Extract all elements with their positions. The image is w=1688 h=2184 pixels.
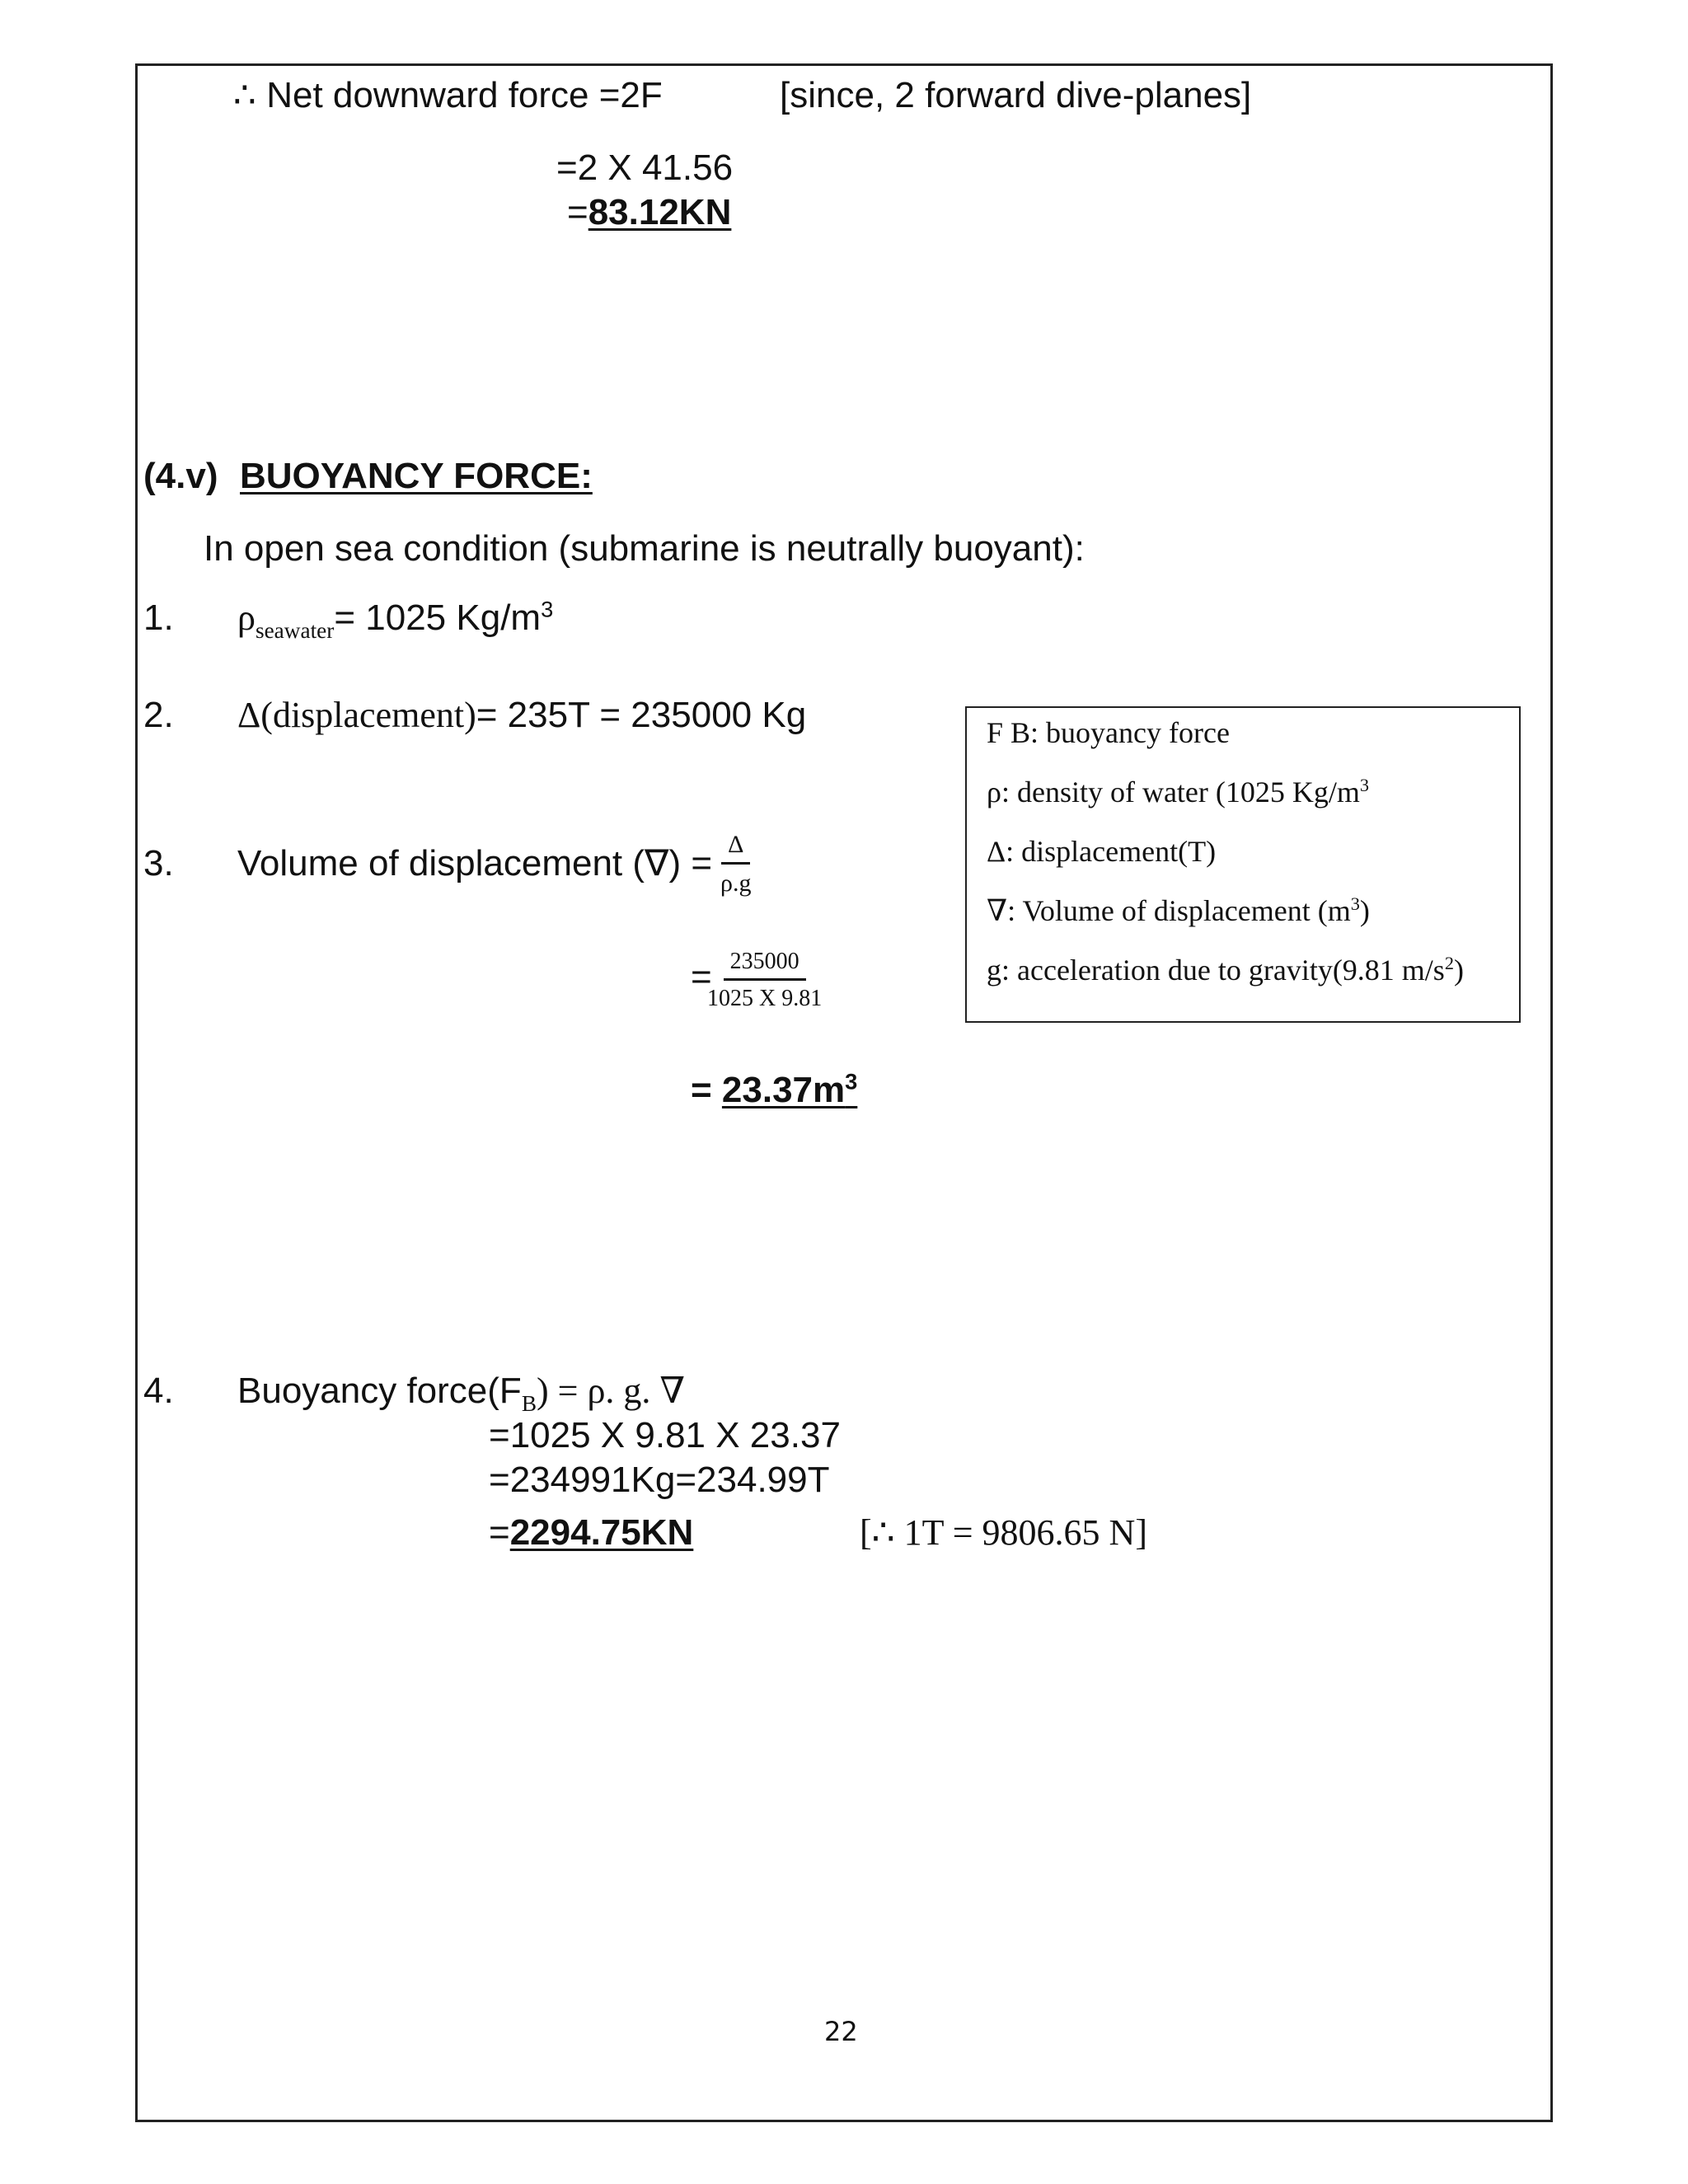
fraction-displacement-calc — [707, 950, 822, 1010]
item-2-number: 2. — [143, 695, 174, 735]
conversion-note: [∴ 1T = 9806.65 N] — [860, 1512, 1147, 1553]
legend-row-density: ρ: density of water (1025 $Kg/m^3$ — [987, 775, 1370, 808]
item-1-value: = 1025 Kg/m — [334, 598, 542, 638]
since-note: [since, 2 forward dive-planes] — [780, 75, 1252, 115]
section-title: BUOYANCY FORCE: — [240, 456, 593, 496]
legend-row-displacement: Δ: displacement(T) — [987, 835, 1217, 868]
fraction-1-denominator: ρ.g — [720, 869, 752, 897]
item-2-label: Δ(displacement) — [237, 695, 476, 735]
item-3-number: 3. — [143, 843, 174, 883]
net-force-line: ∴ Net downward force =2F — [233, 75, 663, 115]
item-4-line-3: =234991Kg=234.99T — [489, 1460, 830, 1500]
item-1-number: 1. — [143, 598, 174, 638]
calc-line: =2 X 41.56 — [556, 148, 734, 188]
fraction-1-numerator: Δ — [721, 832, 750, 865]
symbol-legend-box — [965, 706, 1521, 1023]
buoyancy-result-value: 2294.75KN — [509, 1512, 694, 1553]
item-4-line-4: =2294.75KN — [489, 1512, 694, 1553]
section-number: (4.v) — [143, 456, 218, 496]
item-2-value: = 235T = 235000 Kg — [476, 695, 807, 735]
item-3-label: Volume of displacement (∇) = — [237, 843, 713, 883]
legend-row-buoyancy: F B: buoyancy force — [987, 716, 1230, 749]
fraction-2-prefix: = — [691, 957, 712, 997]
page-number: 22 — [824, 2016, 858, 2047]
fraction-delta-over-rho-g — [720, 832, 751, 896]
rho-subscript: seawater — [255, 617, 335, 643]
rho-symbol: ρ — [237, 598, 256, 638]
result-value: 83.12KN — [588, 192, 732, 232]
item-4-line-2: =1025 X 9.81 X 23.37 — [489, 1415, 841, 1455]
legend-row-gravity: g: acceleration due to gravity(9.81 $m/s^2$) — [987, 953, 1464, 987]
volume-result — [691, 1069, 857, 1112]
item-1-content — [237, 596, 554, 643]
fraction-2-denominator: 1025 X 9.81 — [707, 986, 823, 1011]
legend-row-volume: ∇: Volume of displacement $(m^3)$ — [987, 893, 1370, 927]
result-line — [567, 191, 731, 234]
item-4-label: Buoyancy $force(F_B) = \rho$. g. ∇ — [237, 1371, 686, 1416]
item-1-sup: 3 — [541, 596, 554, 622]
item-4-number: 4. — [143, 1371, 174, 1411]
fraction-2-numerator: 235000 — [724, 950, 806, 981]
volume-result-value: $23.37m^3$ — [721, 1068, 858, 1110]
section-intro: In open sea condition (submarine is neutrally buoyant): — [204, 528, 1085, 569]
item-2-content — [237, 694, 806, 737]
result-prefix: = — [567, 192, 588, 232]
volume-result-prefix: = — [691, 1070, 722, 1110]
